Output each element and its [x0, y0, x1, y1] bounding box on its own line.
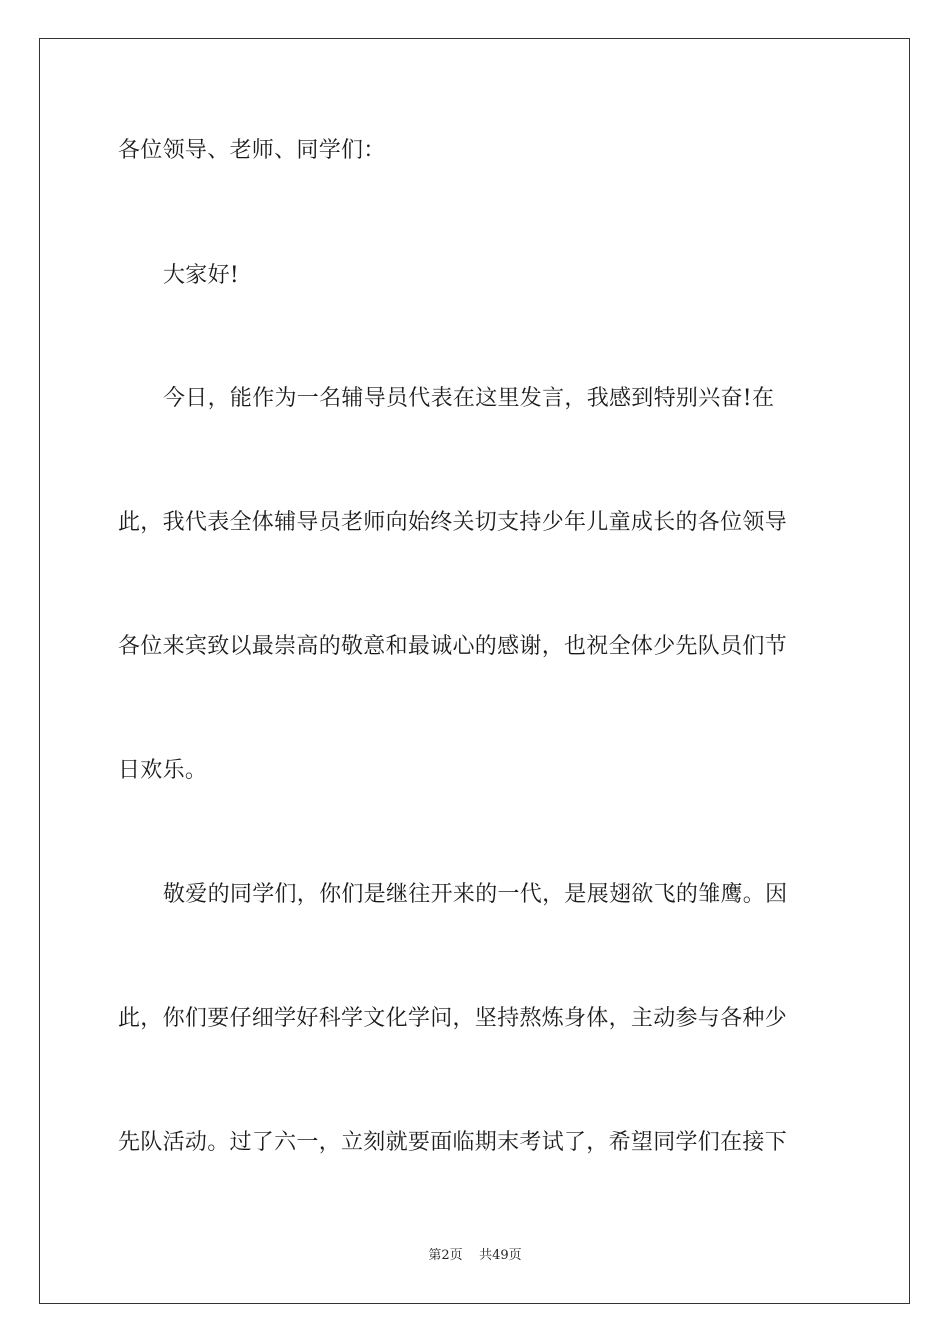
body-text-line: 各位来宾致以最崇高的敬意和最诚心的感谢，也祝全体少先队员们节 [118, 634, 788, 659]
greeting-line: 大家好! [163, 263, 240, 288]
page-border [39, 38, 910, 1304]
footer-spacer [463, 1248, 480, 1263]
body-text-line: 敬爱的同学们，你们是继往开来的一代，是展翅欲飞的雏鹰。因 [163, 882, 788, 907]
body-text-line: 先队活动。过了六一，立刻就要面临期末考试了，希望同学们在接下 [118, 1130, 788, 1155]
page-footer [0, 1247, 950, 1265]
salutation-line: 各位领导、老师、同学们： [118, 138, 386, 163]
body-text-line: 今日，能作为一名辅导员代表在这里发言，我感到特别兴奋!在 [163, 386, 775, 411]
page-number: 第2页 [428, 1248, 463, 1263]
total-pages: 共49页 [479, 1248, 522, 1263]
body-text-line: 此，你们要仔细学好科学文化学问，坚持熬炼身体，主动参与各种少 [118, 1006, 788, 1031]
body-text-line: 此，我代表全体辅导员老师向始终关切支持少年儿童成长的各位领导 [118, 510, 788, 535]
body-text-line: 日欢乐。 [118, 758, 208, 783]
